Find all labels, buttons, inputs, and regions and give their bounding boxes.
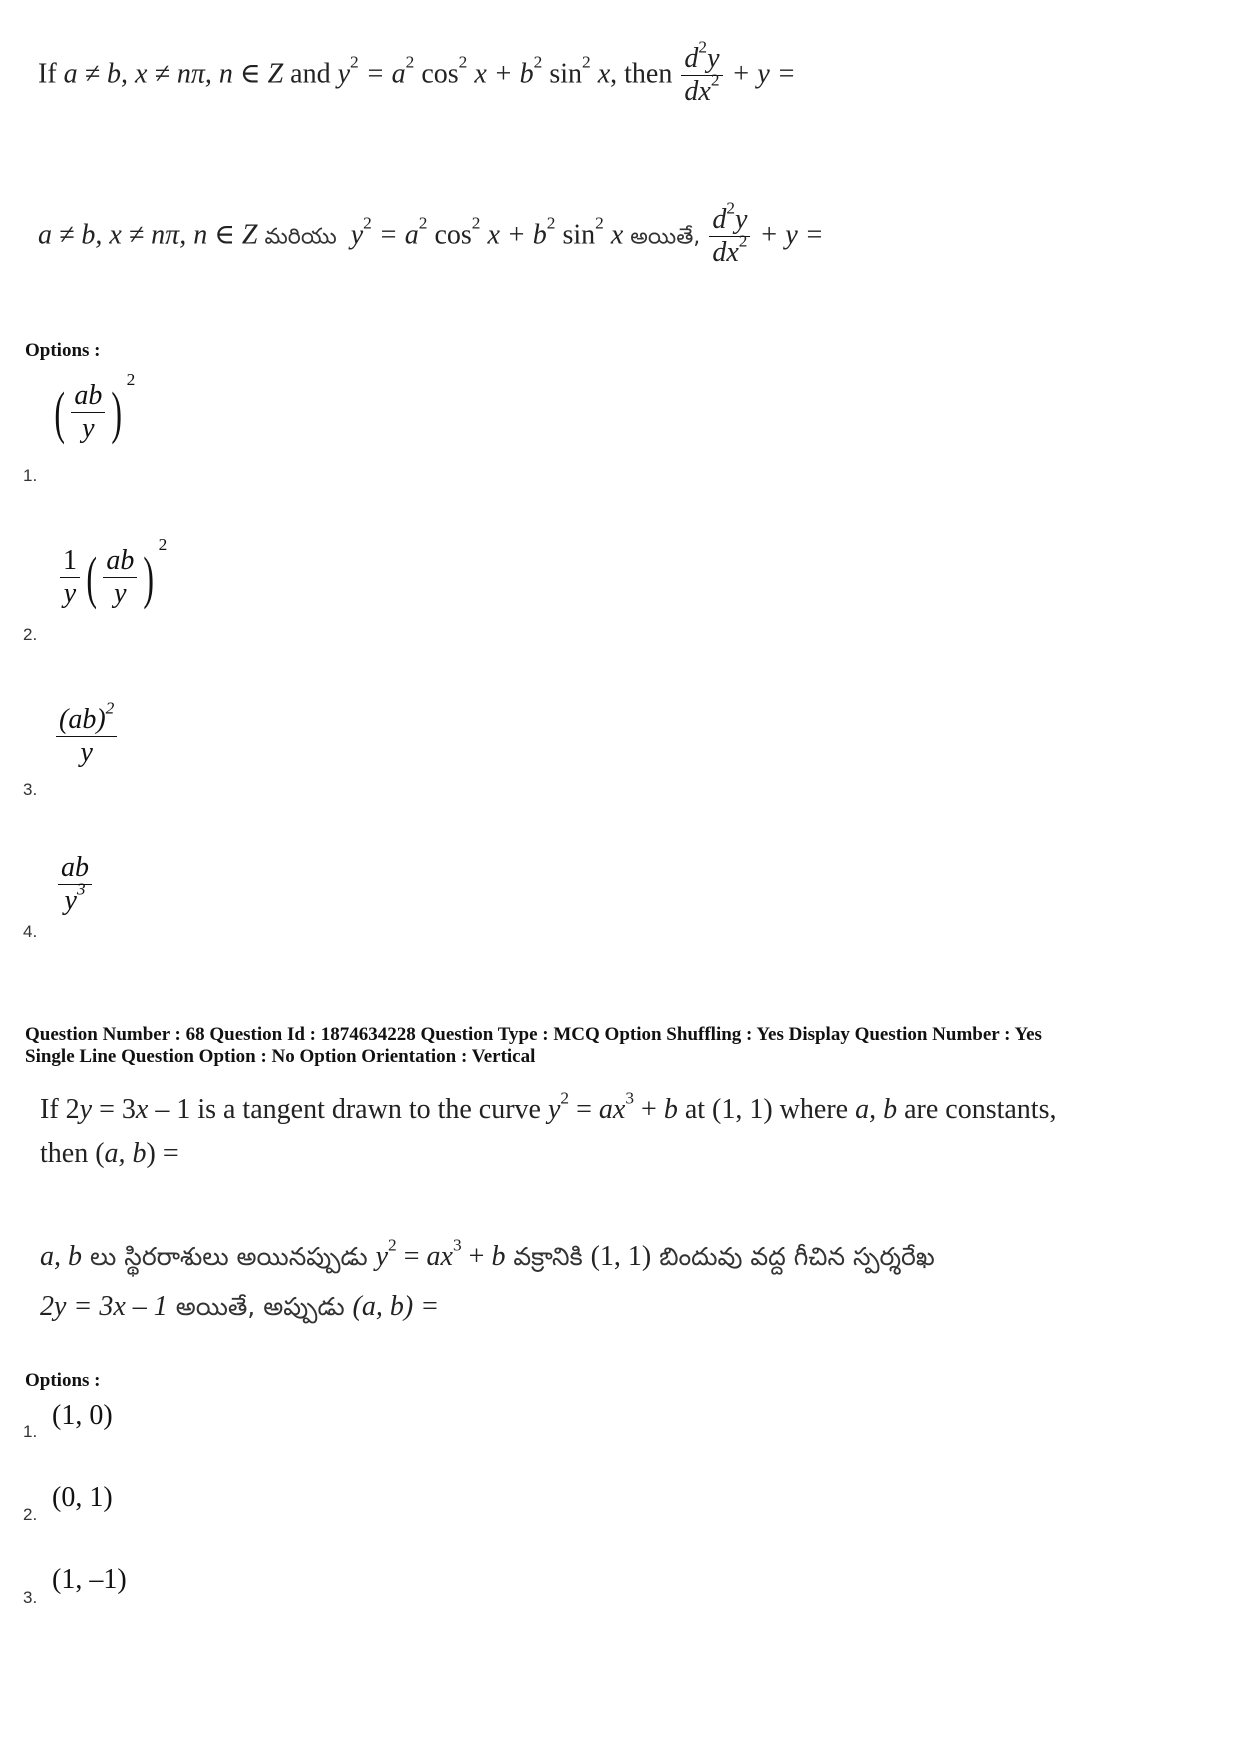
q68-te-text2: వక్రానికి [505,1242,591,1271]
q67-opt2-den: y [114,578,127,610]
q67-frac-y: y [707,43,720,74]
q67-and: and [290,58,331,90]
q67-opt2-power: 2 [158,535,168,554]
q68-telugu-line-1: a, b లు స్థిరరాశులు అయినప్పుడు $y^2 = ax^3 + b$ వక్రానికి (1, 1) బిందువు వద్ద గీచిన స్పర్శరేఖ [40,1235,935,1272]
q67-opt1-power: 2 [126,370,136,389]
q68-te-text1: లు స్థిరరాశులు అయినప్పుడు [82,1242,376,1271]
q67-opt1-den: y [82,413,95,445]
q68-option-2-number: 2. [23,1505,38,1524]
q67-te-mariyu: మరియు [264,224,337,250]
q68-te-ab: a, b [40,1241,82,1272]
q68-options-label: Options : [25,1370,101,1391]
q67-option-1[interactable]: ( $\frac{ab}{y}$ )$^2$ [54,370,136,446]
q67-te-condition: a ≠ b, x ≠ nπ, n ∈ Z [38,219,258,251]
q68-en-then-eq: ) = [146,1138,179,1169]
q68-option-2[interactable]: (0, 1) [52,1482,113,1513]
q67-opt4-num: ab [58,853,92,885]
q68-meta-line-1: Question Number : 68 Question Id : 1874634228 Question Type : MCQ Option Shuffling : Yes Display Question Number : Yes [25,1024,1042,1045]
q67-opt1-num: ab [71,381,105,413]
q67-tail: + y = [731,58,796,90]
q68-en-if2: If 2 [40,1094,80,1125]
q67-sin: sin [549,58,583,90]
q67-telugu-stem: a ≠ b, x ≠ nπ, n ∈ Z మరియు $y^2 = a^2$ $\cos^2 x + b^2$ $\sin^2 x$ అయితే, $\frac{d^2y}{dx^2}$ + y = [38,198,824,268]
q68-en-curve-eq: = [569,1094,599,1125]
q68-telugu-line-2 [40,1282,935,1332]
q68-option-3-number: 3. [23,1588,38,1607]
q68-te-ab-eq: (a, b) = [352,1291,440,1322]
q67-derivative-fraction: $\frac{d^2y}{dx^2}$ [681,44,722,108]
q68-en-y: y [79,1094,93,1125]
q68-option-3[interactable]: (1, –1) [52,1564,127,1595]
q67-te-derivative-fraction: $\frac{d^2y}{dx^2}$ [709,205,750,269]
q67-then: , then [610,58,673,90]
q67-x-plus-b: x + b [474,58,534,90]
q67-eq-y: y [337,58,351,90]
q68-english-line-2 [40,1132,1056,1176]
q67-english-stem: If a ≠ b, x ≠ nπ, n ∈ Z and $y^2 = a^2$ $\cos^2 x + b^2$ $\sin^2 x$, then $\frac{d^2y}{dx^2}$ + y = [38,37,796,107]
q68-en-at-point: at (1, 1) where [677,1094,856,1125]
q68-en-tangent-text: – 1 is a tangent drawn to the curve [148,1094,548,1125]
q67-condition: a ≠ b, x ≠ nπ, n ∈ Z [63,58,284,90]
q68-english-line-1: If 2y = 3x – 1 is a tangent drawn to the curve $y^2 = ax^3 + b$ at (1, 1) where a, b are constants, [40,1088,1057,1125]
q68-te-text3: బిందువు వద్ద గీచిన స్పర్శరేఖ [651,1242,935,1271]
q68-en-x: x [135,1094,149,1125]
q68-en-constants: are constants, [897,1094,1057,1125]
q67-opt2-lead-den: y [63,578,77,610]
q67-option-3-number: 3. [23,780,38,799]
q68-te-text4: అయితే, అప్పుడు [167,1292,353,1321]
q67-frac-dx: dx [684,75,711,107]
q67-frac-d: d [684,43,699,74]
q68-telugu-stem [40,1232,935,1332]
q67-if: If [38,58,57,90]
q68-option-1[interactable]: (1, 0) [52,1400,113,1431]
q68-te-eq: 2y = 3x – 1 [40,1291,168,1322]
q67-opt3-power: 2 [105,698,115,718]
q67-opt4-power: 3 [76,879,86,899]
q67-option-4-number: 4. [23,922,38,941]
q68-en-ab: a, b [855,1094,898,1125]
q68-en-curve-b: b [663,1094,678,1125]
q67-te-aite: అయితే, [630,224,701,250]
q67-x: x [597,58,611,90]
q68-en-then-ab: a, b [104,1138,147,1169]
q68-en-then: then ( [40,1138,105,1169]
q67-option-1-number: 1. [23,466,38,485]
q67-opt4-den: y [64,884,77,916]
q67-opt3-den: y [80,736,93,768]
q68-option-1-number: 1. [23,1422,38,1441]
q67-opt3-num: (ab) [59,704,106,735]
q68-en-curve-plus: + [634,1094,664,1125]
q67-option-3[interactable] [54,698,119,769]
q67-eq-a: = a [365,58,406,90]
q68-en-eq3: = 3 [92,1094,136,1125]
q68-english-stem [40,1088,1056,1176]
q67-option-2[interactable]: $\frac{1}{y}$ ( $\frac{ab}{y}$ )$^2$ [58,545,167,610]
q67-opt2-num: ab [103,546,137,578]
q67-option-4[interactable] [56,853,94,917]
q68-en-curve-y: y [547,1094,561,1125]
q68-meta-line-2: Single Line Question Option : No Option Orientation : Vertical [25,1046,536,1067]
q68-te-point: (1, 1) [590,1241,652,1272]
q67-option-2-number: 2. [23,625,38,644]
q67-options-label: Options : [25,340,101,361]
q67-cos: cos [421,58,459,90]
q67-opt2-lead-num: 1 [60,546,80,578]
q68-en-curve-ax: ax [598,1094,626,1125]
